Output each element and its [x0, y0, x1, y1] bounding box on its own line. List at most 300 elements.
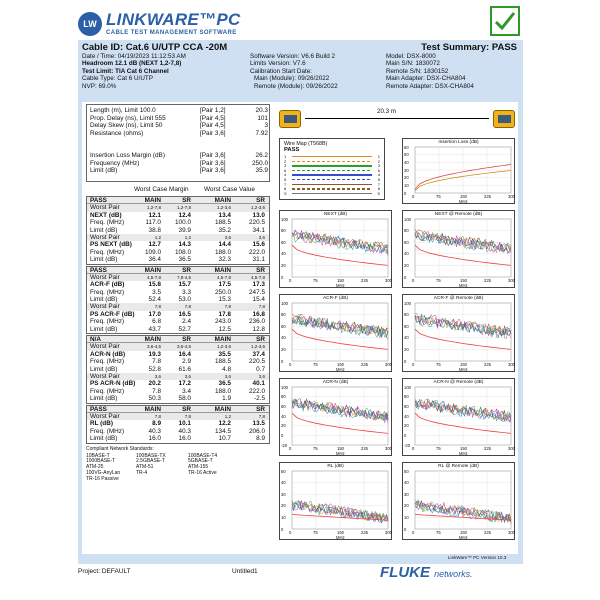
y-tick: 60 [404, 239, 409, 245]
row-value: 34.1 [252, 226, 265, 234]
row-label: Limit (dB) [90, 296, 118, 304]
x-tick: 150 [460, 278, 467, 283]
y-tick: 20 [404, 175, 409, 181]
wire-pin-right: 3 [377, 163, 380, 169]
x-tick: 150 [460, 446, 467, 451]
x-tick: 300 [508, 446, 515, 451]
worst-case-header [86, 184, 270, 195]
x-tick: 150 [337, 446, 344, 451]
compliant-standards [86, 447, 270, 507]
fluke-brand: FLUKE [380, 564, 430, 581]
block-status: PASS [90, 197, 107, 204]
date-time: Date / Time: 04/19/2023 11:12:53 AM [82, 53, 186, 60]
y-tick: 20 [404, 423, 409, 429]
result-block [86, 196, 270, 265]
row-value: 3,6 [258, 373, 265, 379]
x-tick: 225 [484, 362, 491, 367]
x-tick: 75 [313, 362, 318, 367]
block-status: PASS [90, 405, 107, 413]
graph-0 [402, 138, 515, 204]
row-label: PS ACR-F (dB) [90, 310, 135, 318]
row-value: 13.4 [218, 211, 231, 219]
main-tester-icon [279, 110, 301, 128]
header-left [82, 53, 186, 90]
column-header: SR [182, 266, 191, 274]
wire-line [292, 188, 372, 189]
row-value: 16.5 [178, 310, 191, 318]
row-value: 220.5 [249, 358, 265, 366]
x-tick: 225 [361, 362, 368, 367]
row-label: Freq. (MHz) [90, 318, 125, 326]
summary-name: Length (m), Limit 100.0 [90, 107, 156, 114]
main-sn: Main S/N: 1830072 [386, 60, 440, 68]
y-tick: 50 [281, 468, 286, 474]
result-row [87, 380, 269, 387]
result-block [86, 405, 270, 444]
result-row [87, 318, 269, 325]
y-tick: 50 [404, 152, 409, 158]
wire-pin-left: 3 [284, 163, 287, 169]
row-label: PS NEXT (dB) [90, 241, 132, 249]
summary-pair: [Pair 4,5] [200, 122, 226, 130]
column-header: MAIN [144, 266, 161, 274]
row-value: 17.0 [148, 310, 161, 318]
graph-2 [402, 210, 515, 288]
x-tick: 0 [412, 278, 415, 283]
x-tick: 75 [313, 446, 318, 451]
y-tick: 100 [404, 216, 411, 222]
row-value: 14.3 [178, 241, 191, 249]
column-header: MAIN [144, 336, 161, 344]
row-label: Limit (dB) [90, 435, 118, 443]
row-value: 0.7 [256, 365, 265, 373]
row-value: 16.8 [252, 310, 265, 318]
standard-item: 100BASE-T4 [188, 452, 218, 459]
standard-item: 10BASE-T [86, 452, 110, 459]
row-value: 109.0 [145, 248, 161, 256]
remote-module: Remote (Module): 09/26/2022 [254, 82, 338, 90]
result-row [87, 303, 269, 310]
y-tick: 100 [281, 300, 288, 306]
row-value: 1.9 [222, 395, 231, 403]
wire-pin-right: 1 [377, 154, 380, 159]
row-value: 222.0 [249, 248, 265, 256]
report-frame [78, 40, 523, 564]
row-value: 117.0 [145, 219, 161, 227]
y-tick: 30 [404, 167, 409, 173]
column-header: SR [256, 336, 265, 344]
summary-pair: [Pair 3,6] [200, 159, 226, 167]
row-value: 13.0 [252, 211, 265, 219]
x-tick: 150 [460, 194, 467, 199]
calibration-date: Calibration Start Date: [250, 67, 312, 75]
row-value: 35.2 [218, 226, 231, 234]
column-header: MAIN [214, 266, 231, 274]
row-value: 220.5 [249, 219, 265, 227]
x-tick: 225 [361, 446, 368, 451]
column-header: SR [182, 336, 191, 344]
y-tick: 40 [404, 480, 409, 486]
y-tick: 20 [281, 503, 286, 509]
row-value: 15.3 [218, 296, 231, 304]
row-value: 12.8 [252, 325, 265, 333]
x-tick: 150 [337, 530, 344, 535]
x-tick: 75 [436, 362, 441, 367]
standards-title: Compliant Network Standards: [86, 445, 154, 452]
row-value: 8.9 [256, 435, 265, 443]
x-tick: 150 [460, 362, 467, 367]
row-value: 43.7 [148, 325, 161, 333]
row-value: 6.8 [152, 318, 161, 326]
y-tick: 30 [281, 491, 286, 497]
x-tick: 75 [313, 530, 318, 535]
row-value: 1,2 [154, 234, 161, 240]
row-value: 4,5-7,8 [250, 274, 265, 280]
result-row [87, 435, 269, 442]
x-axis-label: MHz [459, 451, 468, 456]
y-tick: 100 [404, 384, 411, 390]
row-value: 16.0 [148, 435, 161, 443]
row-value: 3,6 [224, 234, 231, 240]
pass-check-icon [490, 6, 520, 36]
y-tick: 50 [404, 468, 409, 474]
row-label: NEXT (dB) [90, 211, 122, 219]
y-tick: 40 [404, 251, 409, 257]
y-tick: 20 [404, 346, 409, 352]
standard-item: 2.5GBASE-T [136, 458, 165, 465]
y-tick: 10 [404, 514, 409, 520]
result-row [87, 428, 269, 435]
row-label: Freq. (MHz) [90, 358, 125, 366]
graph-6 [402, 378, 515, 456]
column-header: MAIN [214, 336, 231, 344]
row-label: ACR-N (dB) [90, 350, 126, 358]
main-adapter: Main Adapter: DSX-CHA804 [386, 75, 466, 83]
summary-value: 20.3 [255, 107, 268, 114]
header-right [386, 53, 474, 90]
cable-type: Cable Type: Cat 6 U/UTP [82, 75, 153, 83]
summary-pair: [Pair 3,6] [200, 167, 226, 175]
y-tick: 60 [404, 323, 409, 329]
row-value: 7.8 [152, 358, 161, 366]
y-tick: 40 [404, 335, 409, 341]
x-tick: 0 [289, 278, 292, 283]
linkware-logo [78, 8, 248, 40]
row-value: 12.7 [148, 241, 161, 249]
row-label: Limit (dB) [90, 256, 118, 264]
row-value: 52.4 [148, 296, 161, 304]
y-tick: 40 [281, 335, 286, 341]
graph-title: ACR-F @ Remote (dB) [433, 296, 484, 301]
row-value: 3,6 [154, 373, 161, 379]
x-tick: 150 [337, 362, 344, 367]
row-label: Worst Pair [90, 343, 120, 351]
row-value: 20.2 [148, 380, 161, 388]
result-row [87, 241, 269, 248]
y-tick: -20 [281, 442, 288, 448]
result-row [87, 281, 269, 288]
result-row [87, 274, 269, 281]
y-tick: 20 [404, 503, 409, 509]
row-value: 15.4 [252, 296, 265, 304]
row-value: 37.4 [252, 350, 265, 358]
y-tick: 40 [281, 480, 286, 486]
row-value: 3,6 [184, 373, 191, 379]
y-tick: 0 [281, 358, 284, 364]
x-tick: 150 [460, 530, 467, 535]
wire-map-title: Wire Map (T568B) [284, 141, 328, 147]
y-tick: 0 [281, 274, 284, 280]
y-tick: 40 [404, 413, 409, 419]
worst-case-value-label: Worst Case Value [204, 186, 255, 193]
row-value: 1,2-7,8 [176, 205, 191, 211]
row-value: 222.0 [249, 387, 265, 395]
row-value: 1,2-7,8 [146, 205, 161, 211]
standard-item: 1000BASE-T [86, 458, 116, 465]
row-value: 31.1 [252, 256, 265, 264]
row-value: 8.9 [152, 420, 161, 428]
row-value: 188.5 [215, 219, 231, 227]
wire-pin-left: 2 [284, 158, 287, 164]
y-tick: 80 [404, 394, 409, 400]
result-row [87, 227, 269, 234]
y-tick: 0 [404, 190, 407, 196]
nvp: NVP: 69.0% [82, 82, 117, 90]
x-tick: 300 [508, 362, 515, 367]
row-value: 3.5 [152, 288, 161, 296]
y-tick: 80 [281, 394, 286, 400]
row-label: Limit (dB) [90, 365, 118, 373]
y-tick: 60 [404, 144, 409, 150]
y-tick: 100 [281, 384, 288, 390]
row-value: 243.0 [215, 318, 231, 326]
x-tick: 300 [385, 278, 392, 283]
row-label: Freq. (MHz) [90, 219, 125, 227]
row-value: 108.0 [175, 248, 191, 256]
x-tick: 0 [412, 446, 415, 451]
row-value: 247.5 [249, 288, 265, 296]
x-tick: 300 [508, 278, 515, 283]
fluke-networks: networks. [434, 569, 473, 579]
wire-pin-right: 6 [377, 167, 380, 173]
x-tick: 300 [508, 530, 515, 535]
result-row [87, 249, 269, 256]
wire-pin-right: 8 [377, 186, 380, 192]
result-blocks [86, 196, 270, 444]
x-tick: 225 [484, 530, 491, 535]
row-value: 58.0 [178, 395, 191, 403]
block-header [87, 267, 269, 274]
wire-map-status: PASS [284, 147, 300, 153]
result-row [87, 395, 269, 402]
result-row [87, 420, 269, 427]
y-tick: 0 [281, 526, 284, 532]
row-value: 12.1 [148, 211, 161, 219]
row-value: 16.0 [178, 435, 191, 443]
x-axis-label: MHz [459, 535, 468, 540]
y-tick: 20 [281, 423, 286, 429]
row-value: 206.0 [249, 427, 265, 435]
project-label: Project: DEFAULT [78, 568, 131, 575]
graph-7 [279, 462, 392, 540]
column-header: SR [256, 197, 265, 204]
row-value: 134.5 [215, 427, 231, 435]
y-tick: 20 [281, 346, 286, 352]
row-value: 1,2 [224, 413, 231, 419]
wire-pin-left: 8 [284, 186, 287, 192]
column-header: MAIN [214, 405, 231, 413]
result-block [86, 335, 270, 404]
x-tick: 75 [436, 530, 441, 535]
worst-case-margin-label: Worst Case Margin [134, 186, 189, 193]
test-limit: Test Limit: TIA Cat 6 Channel [82, 67, 169, 75]
row-value: 17.2 [178, 380, 191, 388]
summary-pair: [Pair 1,2] [200, 107, 226, 114]
x-tick: 75 [313, 278, 318, 283]
block-status: PASS [90, 266, 107, 274]
row-value: 53.0 [178, 296, 191, 304]
test-summary: Test Summary: PASS [421, 42, 517, 53]
graph-title: NEXT (dB) [323, 212, 348, 217]
y-tick: 0 [404, 274, 407, 280]
row-value: 1,2-3,6 [216, 205, 231, 211]
row-label: Freq. (MHz) [90, 427, 125, 435]
result-row [87, 373, 269, 380]
standard-item: ATM-25 [86, 464, 104, 471]
summary-box [86, 104, 270, 182]
wire-pin-right: 4 [377, 172, 380, 178]
y-tick: 60 [404, 403, 409, 409]
wire-pin-left: 7 [284, 181, 287, 187]
summary-name: Frequency (MHz) [90, 159, 140, 167]
y-tick: 10 [281, 514, 286, 520]
wire-pin-left: 1 [284, 154, 287, 159]
y-tick: 40 [281, 413, 286, 419]
summary-name: Prop. Delay (ns), Limit 555 [90, 114, 166, 122]
cable-diagram [279, 106, 515, 134]
y-tick: 80 [404, 228, 409, 234]
row-value: 7,8 [154, 304, 161, 310]
graph-5 [279, 378, 392, 456]
row-label: Worst Pair [90, 303, 120, 311]
row-value: 1,2-3,6 [250, 205, 265, 211]
summary-pair: [Pair 3,6] [200, 129, 226, 137]
standard-item: ATM-155 [188, 464, 209, 471]
row-value: 52.7 [178, 325, 191, 333]
y-tick: 100 [281, 216, 288, 222]
remote-adapter: Remote Adapter: DSX-CHA804 [386, 82, 474, 90]
cable-id: Cable ID: Cat.6 U/UTP CCA -20M [82, 42, 228, 53]
wire-pin-left: 4 [284, 172, 287, 178]
x-tick: 225 [484, 194, 491, 199]
summary-pair: [Pair 4,5] [200, 114, 226, 122]
y-tick: 10 [404, 182, 409, 188]
summary-value: 35.9 [255, 167, 268, 175]
result-row [87, 351, 269, 358]
x-tick: 150 [337, 278, 344, 283]
row-value: 4,5-7,8 [146, 274, 161, 280]
remote-tester-icon [493, 110, 515, 128]
block-status: N/A [90, 336, 102, 344]
summary-name: Delay Skew (ns), Limit 50 [90, 122, 163, 130]
row-label: PS ACR-N (dB) [90, 380, 136, 388]
x-tick: 300 [385, 362, 392, 367]
x-tick: 300 [385, 530, 392, 535]
y-tick: 80 [281, 228, 286, 234]
standard-item: TR-16 Passive [86, 475, 119, 482]
result-row [87, 296, 269, 303]
row-label: Limit (dB) [90, 226, 118, 234]
x-axis-label: MHz [459, 367, 468, 372]
column-header: SR [182, 197, 191, 204]
graph-title: RL @ Remote (dB) [438, 464, 479, 469]
row-value: 12.5 [218, 325, 231, 333]
x-axis-label: MHz [459, 199, 468, 204]
x-axis-label: MHz [336, 451, 345, 456]
graph-title: ACR-N @ Remote (dB) [433, 380, 484, 385]
summary-name: Insertion Loss Margin (dB) [90, 152, 165, 159]
row-value: 2.9 [182, 358, 191, 366]
row-value: 16.4 [178, 350, 191, 358]
wire-line [292, 174, 372, 175]
x-tick: 0 [412, 362, 415, 367]
wire-pin-left: S [284, 190, 287, 196]
result-row [87, 366, 269, 373]
row-value: 7,8-4,5 [176, 274, 191, 280]
result-row [87, 326, 269, 333]
graph-title: NEXT @ Remote (dB) [434, 212, 483, 217]
row-value: 52.8 [148, 365, 161, 373]
logo-subtitle: CABLE TEST MANAGEMENT SOFTWARE [106, 30, 237, 36]
graph-title: ACR-F (dB) [322, 296, 349, 301]
y-tick: 60 [281, 239, 286, 245]
row-value: 15.7 [178, 281, 191, 289]
y-tick: -20 [404, 442, 411, 448]
row-value: 3,6-4,5 [176, 344, 191, 350]
result-block [86, 266, 270, 335]
row-value: 1,2-3,6 [216, 344, 231, 350]
summary-pair: [Pair 3,6] [200, 152, 226, 159]
row-value: 3,6 [224, 373, 231, 379]
y-tick: 80 [281, 312, 286, 318]
column-header: SR [182, 405, 191, 413]
column-header: MAIN [144, 197, 161, 204]
y-tick: 60 [281, 323, 286, 329]
row-label: Limit (dB) [90, 325, 118, 333]
standard-item: TR-4 [136, 469, 148, 476]
row-label: Worst Pair [90, 273, 120, 281]
row-value: 12.4 [178, 211, 191, 219]
row-value: 38.8 [148, 226, 161, 234]
results-left [86, 104, 270, 507]
document-name: Untitled1 [232, 568, 258, 575]
row-value: 19.3 [148, 350, 161, 358]
x-tick: 225 [484, 278, 491, 283]
result-row [87, 413, 269, 420]
row-value: 2.4 [182, 318, 191, 326]
block-header [87, 336, 269, 343]
header-mid [250, 53, 338, 90]
x-tick: 0 [412, 194, 415, 199]
row-value: 14.4 [218, 241, 231, 249]
row-value: 13.5 [252, 420, 265, 428]
wire-line [292, 161, 372, 162]
y-tick: 0 [404, 358, 407, 364]
row-value: 12.2 [218, 420, 231, 428]
graph-title: Insertion Loss (dB) [438, 140, 479, 145]
x-tick: 300 [508, 194, 515, 199]
x-axis-label: MHz [336, 367, 345, 372]
